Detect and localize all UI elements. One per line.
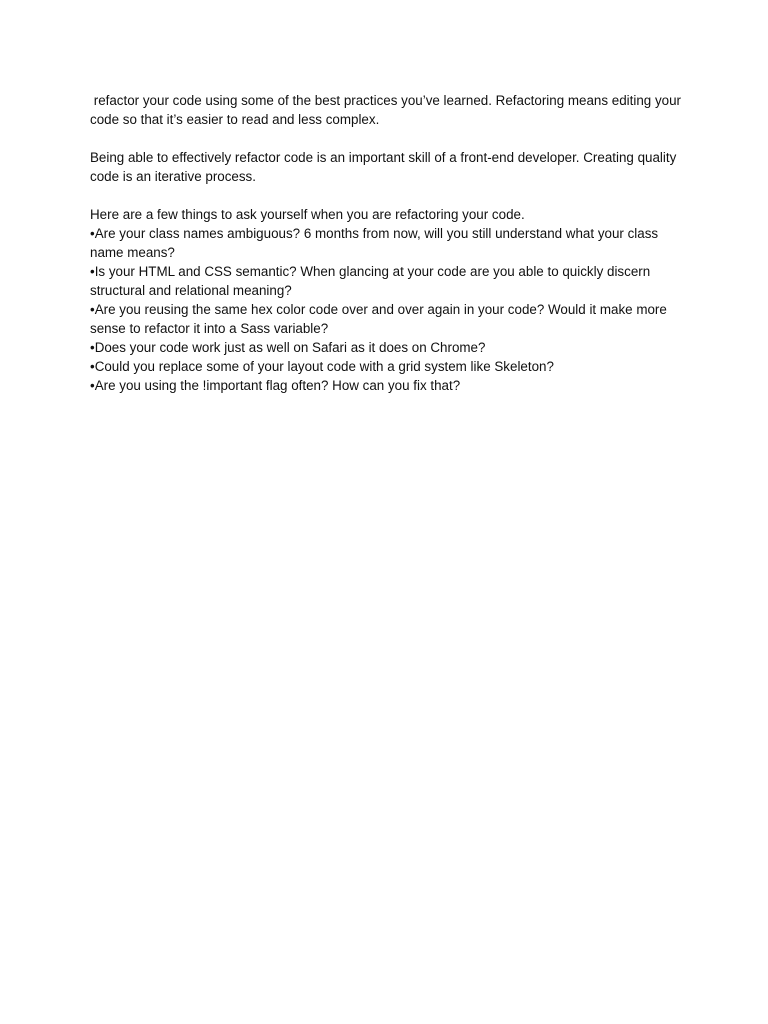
list-intro: Here are a few things to ask yourself when you are refactoring your code.: [90, 207, 525, 222]
question-list: [90, 224, 690, 395]
list-item: •Is your HTML and CSS semantic? When glancing at your code are you able to quickly discern structural and relational meaning?: [90, 264, 651, 298]
paragraph-intro: refactor your code using some of the best practices you’ve learned. Refactoring means editing your code so that it’s easier to read and less complex.: [90, 93, 685, 127]
list-item: •Are your class names ambiguous? 6 months from now, will you still understand what your class name means?: [90, 226, 659, 260]
list-item: •Could you replace some of your layout code with a grid system like Skeleton?: [90, 359, 554, 374]
list-item: •Are you using the !important flag often? How can you fix that?: [90, 378, 461, 393]
list-item: •Does your code work just as well on Safari as it does on Chrome?: [90, 340, 486, 355]
paragraph-refactor-skill: Being able to effectively refactor code is an important skill of a front-end developer. Creating quality code is an iterative process.: [90, 150, 681, 184]
document-body: [90, 91, 690, 395]
list-item: •Are you reusing the same hex color code over and over again in your code? Would it make more sense to refactor it into a Sass variable?: [90, 302, 667, 336]
